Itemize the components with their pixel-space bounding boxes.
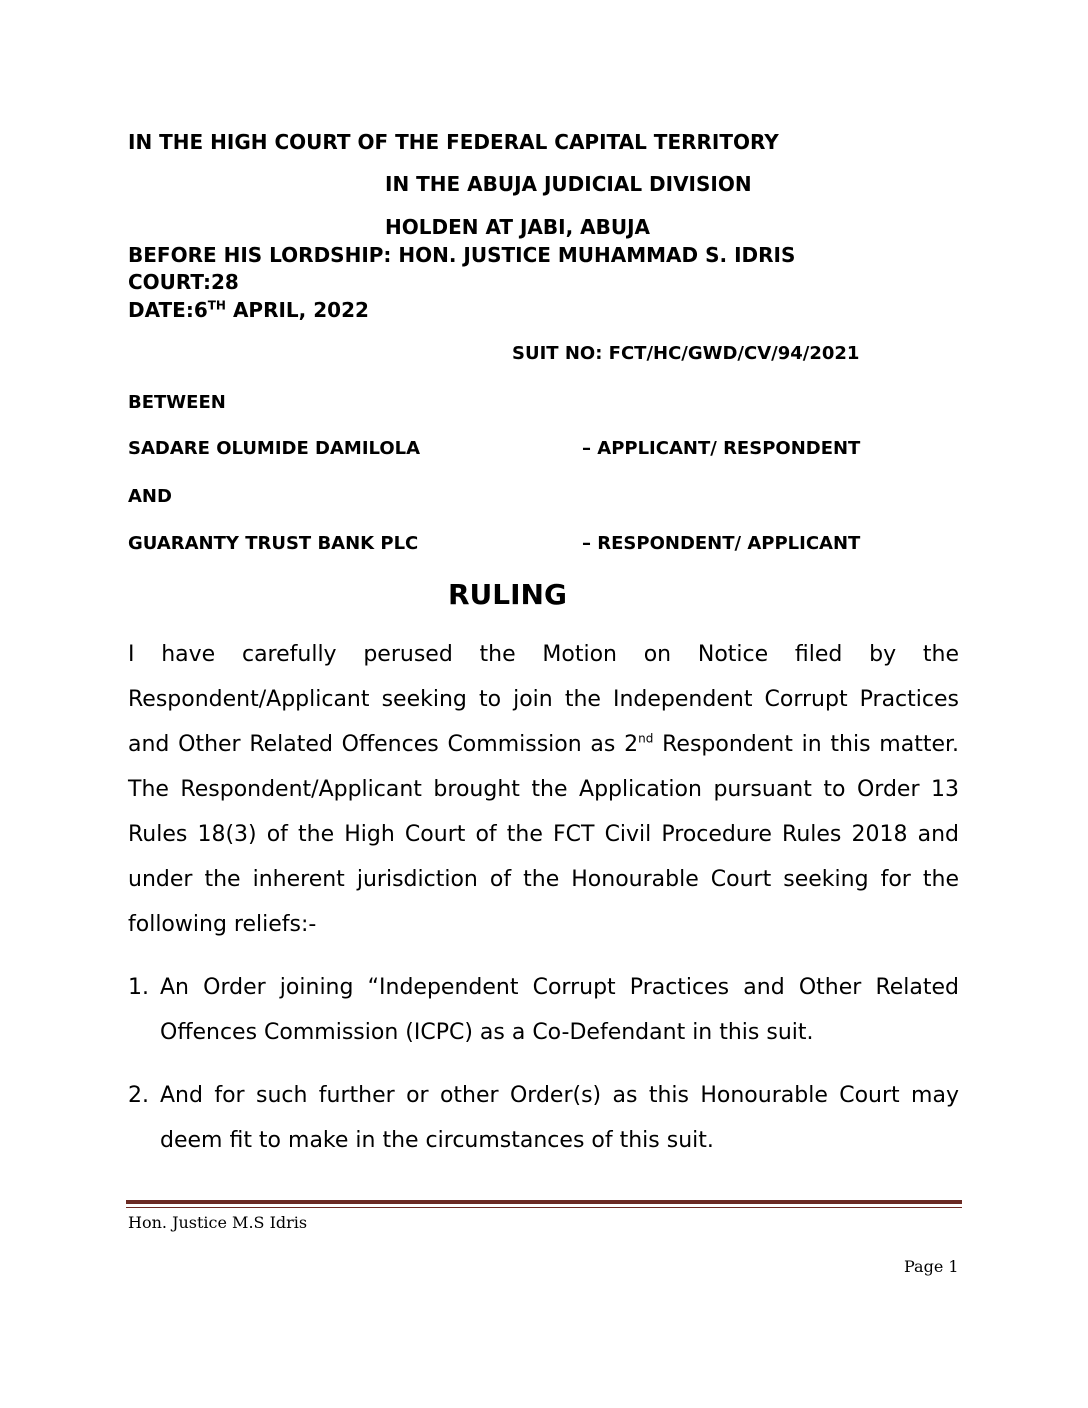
court-heading: IN THE HIGH COURT OF THE FEDERAL CAPITAL TERRITORY xyxy=(128,130,779,154)
between-label: BETWEEN xyxy=(128,392,226,413)
date-suffix: APRIL, 2022 xyxy=(225,298,369,322)
footer-divider xyxy=(126,1200,962,1204)
footer-divider-thin xyxy=(126,1207,962,1208)
division-heading: IN THE ABUJA JUDICIAL DIVISION xyxy=(385,172,752,196)
relief-line: An Order joining “Independent Corrupt Practices and Other Related xyxy=(160,975,959,1000)
relief-text xyxy=(160,1073,959,1163)
relief-item-2 xyxy=(128,1073,959,1163)
date-superscript: TH xyxy=(207,298,226,313)
holden-heading: HOLDEN AT JABI, ABUJA xyxy=(385,215,651,239)
court-number: COURT:28 xyxy=(128,270,239,294)
party2-name: GUARANTY TRUST BANK PLC xyxy=(128,533,419,554)
body-line: under the inherent jurisdiction of the Honourable Court seeking for the xyxy=(128,867,959,892)
relief-line: Offences Commission (ICPC) as a Co-Defendant in this suit. xyxy=(160,1020,814,1045)
body-line: Respondent/Applicant seeking to join the Independent Corrupt Practices xyxy=(128,687,959,712)
body-line: I have carefully perused the Motion on Notice filed by the xyxy=(128,642,959,667)
relief-item-1 xyxy=(128,965,959,1055)
date-line xyxy=(128,298,369,322)
party1-role: – APPLICANT/ RESPONDENT xyxy=(582,438,861,459)
relief-number: 1. xyxy=(128,975,149,1000)
party2-role: – RESPONDENT/ APPLICANT xyxy=(582,533,861,554)
body-line xyxy=(128,722,959,767)
body-line: The Respondent/Applicant brought the Application pursuant to Order 13 xyxy=(128,777,959,802)
suit-number: SUIT NO: FCT/HC/GWD/CV/94/2021 xyxy=(512,343,860,364)
body-line: following reliefs:- xyxy=(128,912,317,937)
body-paragraph xyxy=(128,632,959,947)
relief-line: deem fit to make in the circumstances of this suit. xyxy=(160,1128,714,1153)
judge-line: BEFORE HIS LORDSHIP: HON. JUSTICE MUHAMMAD S. IDRIS xyxy=(128,243,796,267)
body-line-part: Respondent in this matter. xyxy=(653,732,960,757)
ordinal-superscript: nd xyxy=(638,731,654,746)
relief-line: And for such further or other Order(s) as this Honourable Court may xyxy=(160,1083,959,1108)
body-line: Rules 18(3) of the High Court of the FCT Civil Procedure Rules 2018 and xyxy=(128,822,959,847)
relief-text xyxy=(160,965,959,1055)
document-title: RULING xyxy=(448,578,567,611)
relief-number: 2. xyxy=(128,1083,149,1108)
date-prefix: DATE:6 xyxy=(128,298,208,322)
page-number: Page 1 xyxy=(904,1257,959,1276)
body-line-part: and Other Related Offences Commission as 2 xyxy=(128,732,639,757)
footer-author: Hon. Justice M.S Idris xyxy=(128,1213,308,1232)
party1-name: SADARE OLUMIDE DAMILOLA xyxy=(128,438,421,459)
and-label: AND xyxy=(128,486,172,507)
